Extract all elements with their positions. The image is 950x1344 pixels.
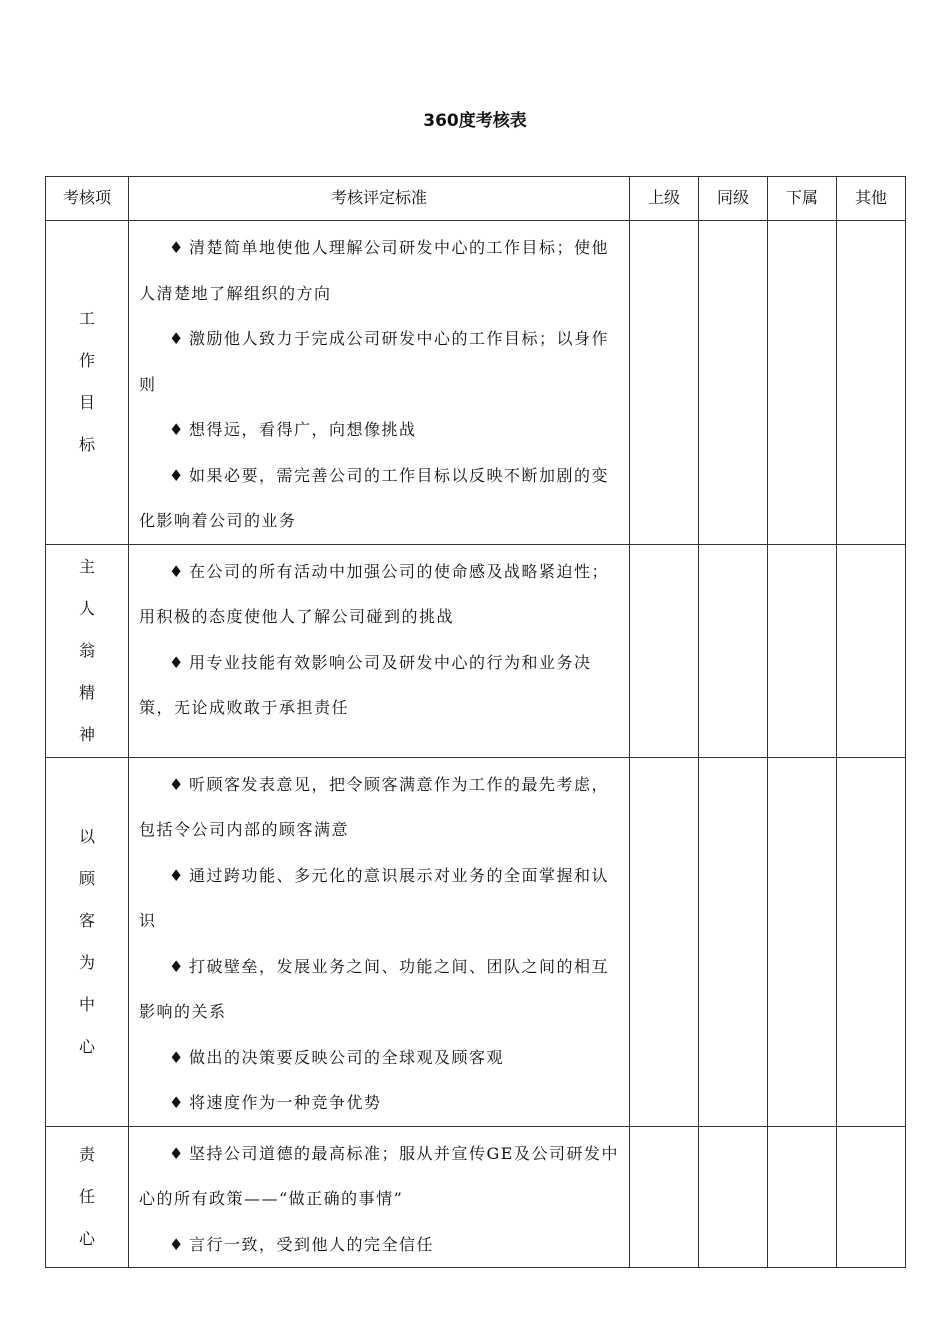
item-cell: [46, 544, 129, 757]
score-cell-other[interactable]: [837, 757, 906, 1126]
item-char: 以: [78, 826, 95, 846]
score-cell-superior[interactable]: [630, 221, 699, 545]
header-peer: 同级: [699, 177, 768, 221]
criteria-item: [139, 316, 619, 407]
criteria-item: [139, 944, 619, 1035]
criteria-cell: [129, 544, 630, 757]
score-cell-peer[interactable]: [699, 221, 768, 545]
score-cell-peer[interactable]: [699, 544, 768, 757]
criteria-item: [139, 1035, 619, 1081]
diamond-bullet-icon: ♦: [169, 465, 185, 485]
item-char: 工: [78, 309, 95, 329]
diamond-bullet-icon: ♦: [169, 652, 185, 672]
diamond-bullet-icon: ♦: [169, 420, 185, 439]
item-char: 心: [78, 1228, 95, 1248]
item-cell: [46, 1126, 129, 1268]
diamond-bullet-icon: ♦: [169, 329, 185, 348]
criteria-text: 做出的决策要反映公司的全球观及顾客观: [189, 1047, 505, 1067]
table-row: [46, 757, 906, 1126]
criteria-text: 激励他人致力于完成公司研发中心的工作目标；以身作则: [139, 329, 610, 394]
score-cell-subordinate[interactable]: [768, 1126, 837, 1268]
item-char: 任: [78, 1186, 95, 1206]
evaluation-table: [45, 176, 906, 1268]
criteria-item: [139, 453, 619, 544]
criteria-cell: [129, 757, 630, 1126]
criteria-text: 坚持公司道德的最高标准；服从并宣传GE及公司研发中心的所有政策——“做正确的事情”: [139, 1143, 619, 1208]
criteria-item: [139, 762, 619, 853]
item-char: 为: [78, 952, 95, 972]
diamond-bullet-icon: ♦: [169, 1047, 185, 1067]
criteria-text: 打破壁垒，发展业务之间、功能之间、团队之间的相互影响的关系: [139, 956, 610, 1021]
diamond-bullet-icon: ♦: [169, 1143, 185, 1163]
diamond-bullet-icon: ♦: [169, 1234, 185, 1254]
diamond-bullet-icon: ♦: [169, 1093, 185, 1112]
item-char: 翁: [78, 640, 95, 660]
table-row: [46, 221, 906, 545]
criteria-cell: [129, 221, 630, 545]
item-char: 责: [78, 1144, 95, 1164]
score-cell-peer[interactable]: [699, 1126, 768, 1268]
criteria-text: 通过跨功能、多元化的意识展示对业务的全面掌握和认识: [139, 865, 610, 930]
item-char: 神: [78, 724, 95, 744]
header-criteria: 考核评定标准: [129, 177, 630, 221]
score-cell-other[interactable]: [837, 1126, 906, 1268]
criteria-item: [139, 407, 619, 453]
criteria-text: 如果必要，需完善公司的工作目标以反映不断加剧的变化影响着公司的业务: [139, 465, 610, 530]
score-cell-superior[interactable]: [630, 757, 699, 1126]
table-row: [46, 544, 906, 757]
diamond-bullet-icon: ♦: [169, 865, 185, 885]
table-row: [46, 1126, 906, 1268]
criteria-item: [139, 640, 619, 731]
header-superior: 上级: [630, 177, 699, 221]
header-subordinate: 下属: [768, 177, 837, 221]
criteria-item: [139, 225, 619, 316]
score-cell-other[interactable]: [837, 221, 906, 545]
score-cell-subordinate[interactable]: [768, 757, 837, 1126]
item-char: 客: [78, 910, 95, 930]
criteria-text: 清楚简单地使他人理解公司研发中心的工作目标；使他人清楚地了解组织的方向: [139, 238, 610, 303]
score-cell-subordinate[interactable]: [768, 544, 837, 757]
item-cell: [46, 221, 129, 545]
criteria-text: 听顾客发表意见，把令顾客满意作为工作的最先考虑，包括令公司内部的顾客满意: [139, 774, 610, 839]
item-cell: [46, 757, 129, 1126]
criteria-text: 言行一致，受到他人的完全信任: [189, 1234, 435, 1254]
item-char: 人: [78, 598, 95, 618]
item-char: 主: [78, 556, 95, 576]
criteria-text: 在公司的所有活动中加强公司的使命感及战略紧迫性；用积极的态度使他人了解公司碰到的挑战: [139, 561, 610, 626]
criteria-item: [139, 1222, 619, 1268]
score-cell-superior[interactable]: [630, 544, 699, 757]
criteria-text: 想得远，看得广，向想像挑战: [189, 420, 417, 439]
header-other: 其他: [837, 177, 906, 221]
item-char: 心: [78, 1036, 95, 1056]
score-cell-other[interactable]: [837, 544, 906, 757]
diamond-bullet-icon: ♦: [169, 774, 185, 794]
item-char: 作: [78, 351, 95, 371]
criteria-item: [139, 1131, 619, 1222]
diamond-bullet-icon: ♦: [169, 238, 185, 257]
criteria-cell: [129, 1126, 630, 1268]
criteria-text: 用专业技能有效影响公司及研发中心的行为和业务决策，无论成败敢于承担责任: [139, 652, 592, 717]
item-char: 顾: [78, 868, 95, 888]
item-char: 精: [78, 682, 95, 702]
score-cell-subordinate[interactable]: [768, 221, 837, 545]
diamond-bullet-icon: ♦: [169, 561, 185, 581]
item-char: 中: [78, 994, 95, 1014]
score-cell-peer[interactable]: [699, 757, 768, 1126]
diamond-bullet-icon: ♦: [169, 956, 185, 976]
item-char: 目: [78, 393, 95, 413]
criteria-item: [139, 549, 619, 640]
document-title: 360度考核表: [423, 111, 527, 131]
score-cell-superior[interactable]: [630, 1126, 699, 1268]
criteria-item: [139, 853, 619, 944]
criteria-text: 将速度作为一种竞争优势: [189, 1093, 382, 1112]
header-row: [46, 177, 906, 221]
header-item: 考核项: [46, 177, 129, 221]
item-char: 标: [78, 435, 95, 455]
criteria-item: [139, 1080, 619, 1126]
